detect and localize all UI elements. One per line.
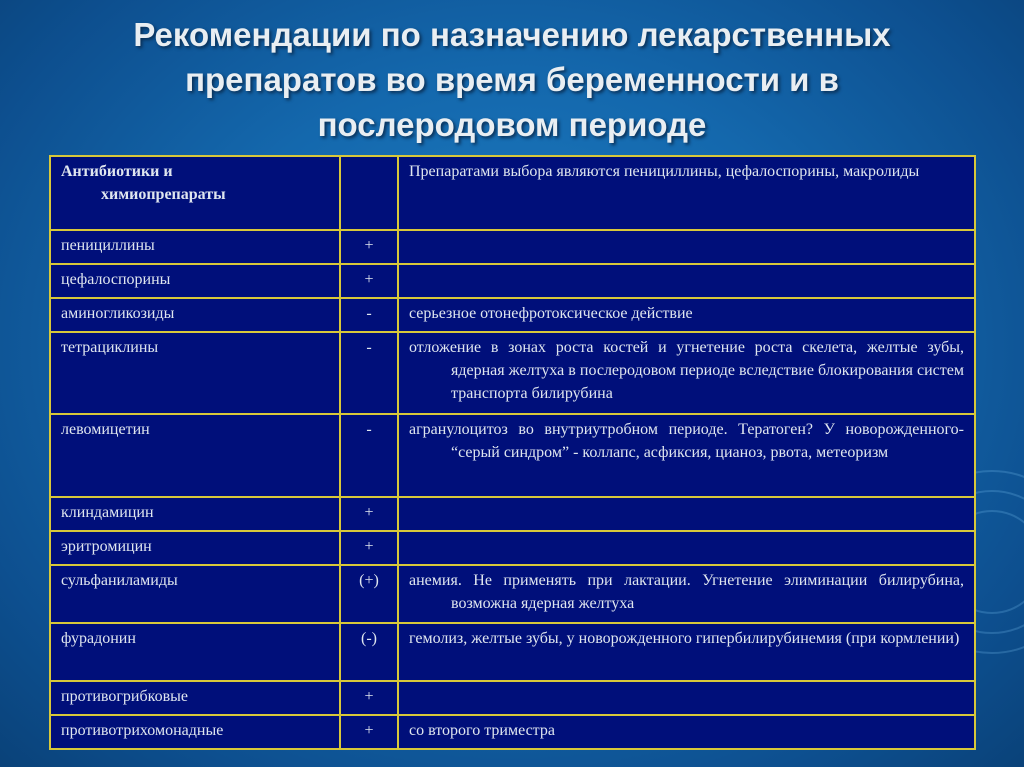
drug-recommendations-table xyxy=(49,155,976,750)
header-name-line2: химиопрепараты xyxy=(101,186,226,203)
drug-note: со второго триместра xyxy=(398,715,975,749)
recommendation-mark: + xyxy=(340,531,398,565)
table-row xyxy=(50,332,975,414)
drug-note: гемолиз, желтые зубы, у новорожденного гипербилирубинемия (при кормлении) xyxy=(398,623,975,681)
title-line: препаратов во время беременности и в xyxy=(185,61,839,98)
drug-note: агранулоцитоз во внутриутробном периоде. Тератоген? У новорожденного- “серый синдром” - коллапс, асфиксия, цианоз, рвота, метеоризм xyxy=(398,414,975,497)
drug-name: тетрациклины xyxy=(50,332,340,414)
drug-note xyxy=(398,230,975,264)
table-row xyxy=(50,298,975,332)
table-row xyxy=(50,715,975,749)
table-row xyxy=(50,565,975,623)
table-row xyxy=(50,531,975,565)
title-line: Рекомендации по назначению лекарственных xyxy=(133,16,891,53)
drug-name: аминогликозиды xyxy=(50,298,340,332)
drug-note: серьезное отонефротоксическое действие xyxy=(398,298,975,332)
recommendation-mark: + xyxy=(340,497,398,531)
drug-name: противотрихомонадные xyxy=(50,715,340,749)
recommendation-mark: - xyxy=(340,332,398,414)
table-row xyxy=(50,414,975,497)
table-row xyxy=(50,681,975,715)
table-row xyxy=(50,623,975,681)
header-name-cell xyxy=(50,156,340,230)
title-line: послеродовом периоде xyxy=(317,106,707,143)
header-note-rest: макролиды xyxy=(843,163,920,180)
header-mark-cell xyxy=(340,156,398,230)
header-note-cell xyxy=(398,156,975,230)
table-row xyxy=(50,230,975,264)
table-row xyxy=(50,497,975,531)
recommendation-mark: + xyxy=(340,681,398,715)
recommendation-mark: (+) xyxy=(340,565,398,623)
drug-name: пенициллины xyxy=(50,230,340,264)
slide-title xyxy=(20,12,1004,147)
drug-note xyxy=(398,681,975,715)
recommendation-mark: - xyxy=(340,298,398,332)
recommendation-mark: (-) xyxy=(340,623,398,681)
drug-name: левомицетин xyxy=(50,414,340,497)
header-note-line1: Препаратами выбора являются пенициллины, цефалоспорины, xyxy=(409,163,840,180)
recommendation-mark: + xyxy=(340,264,398,298)
header-name-line1: Антибиотики и xyxy=(61,163,173,180)
drug-note: отложение в зонах роста костей и угнетение роста скелета, желтые зубы, ядерная желтуха в послеродовом периоде вследствие блокирования систем транспорта билирубина xyxy=(398,332,975,414)
drug-note xyxy=(398,531,975,565)
drug-note: анемия. Не применять при лактации. Угнетение элиминации билирубина, возможна ядерная желтуха xyxy=(398,565,975,623)
drug-name: клиндамицин xyxy=(50,497,340,531)
table-row xyxy=(50,264,975,298)
drug-note xyxy=(398,264,975,298)
drug-name: эритромицин xyxy=(50,531,340,565)
recommendation-mark: + xyxy=(340,715,398,749)
drug-name: сульфаниламиды xyxy=(50,565,340,623)
drug-note xyxy=(398,497,975,531)
table-header-row xyxy=(50,156,975,230)
drug-name: противогрибковые xyxy=(50,681,340,715)
recommendation-mark: - xyxy=(340,414,398,497)
drug-name: цефалоспорины xyxy=(50,264,340,298)
drug-name: фурадонин xyxy=(50,623,340,681)
recommendation-mark: + xyxy=(340,230,398,264)
